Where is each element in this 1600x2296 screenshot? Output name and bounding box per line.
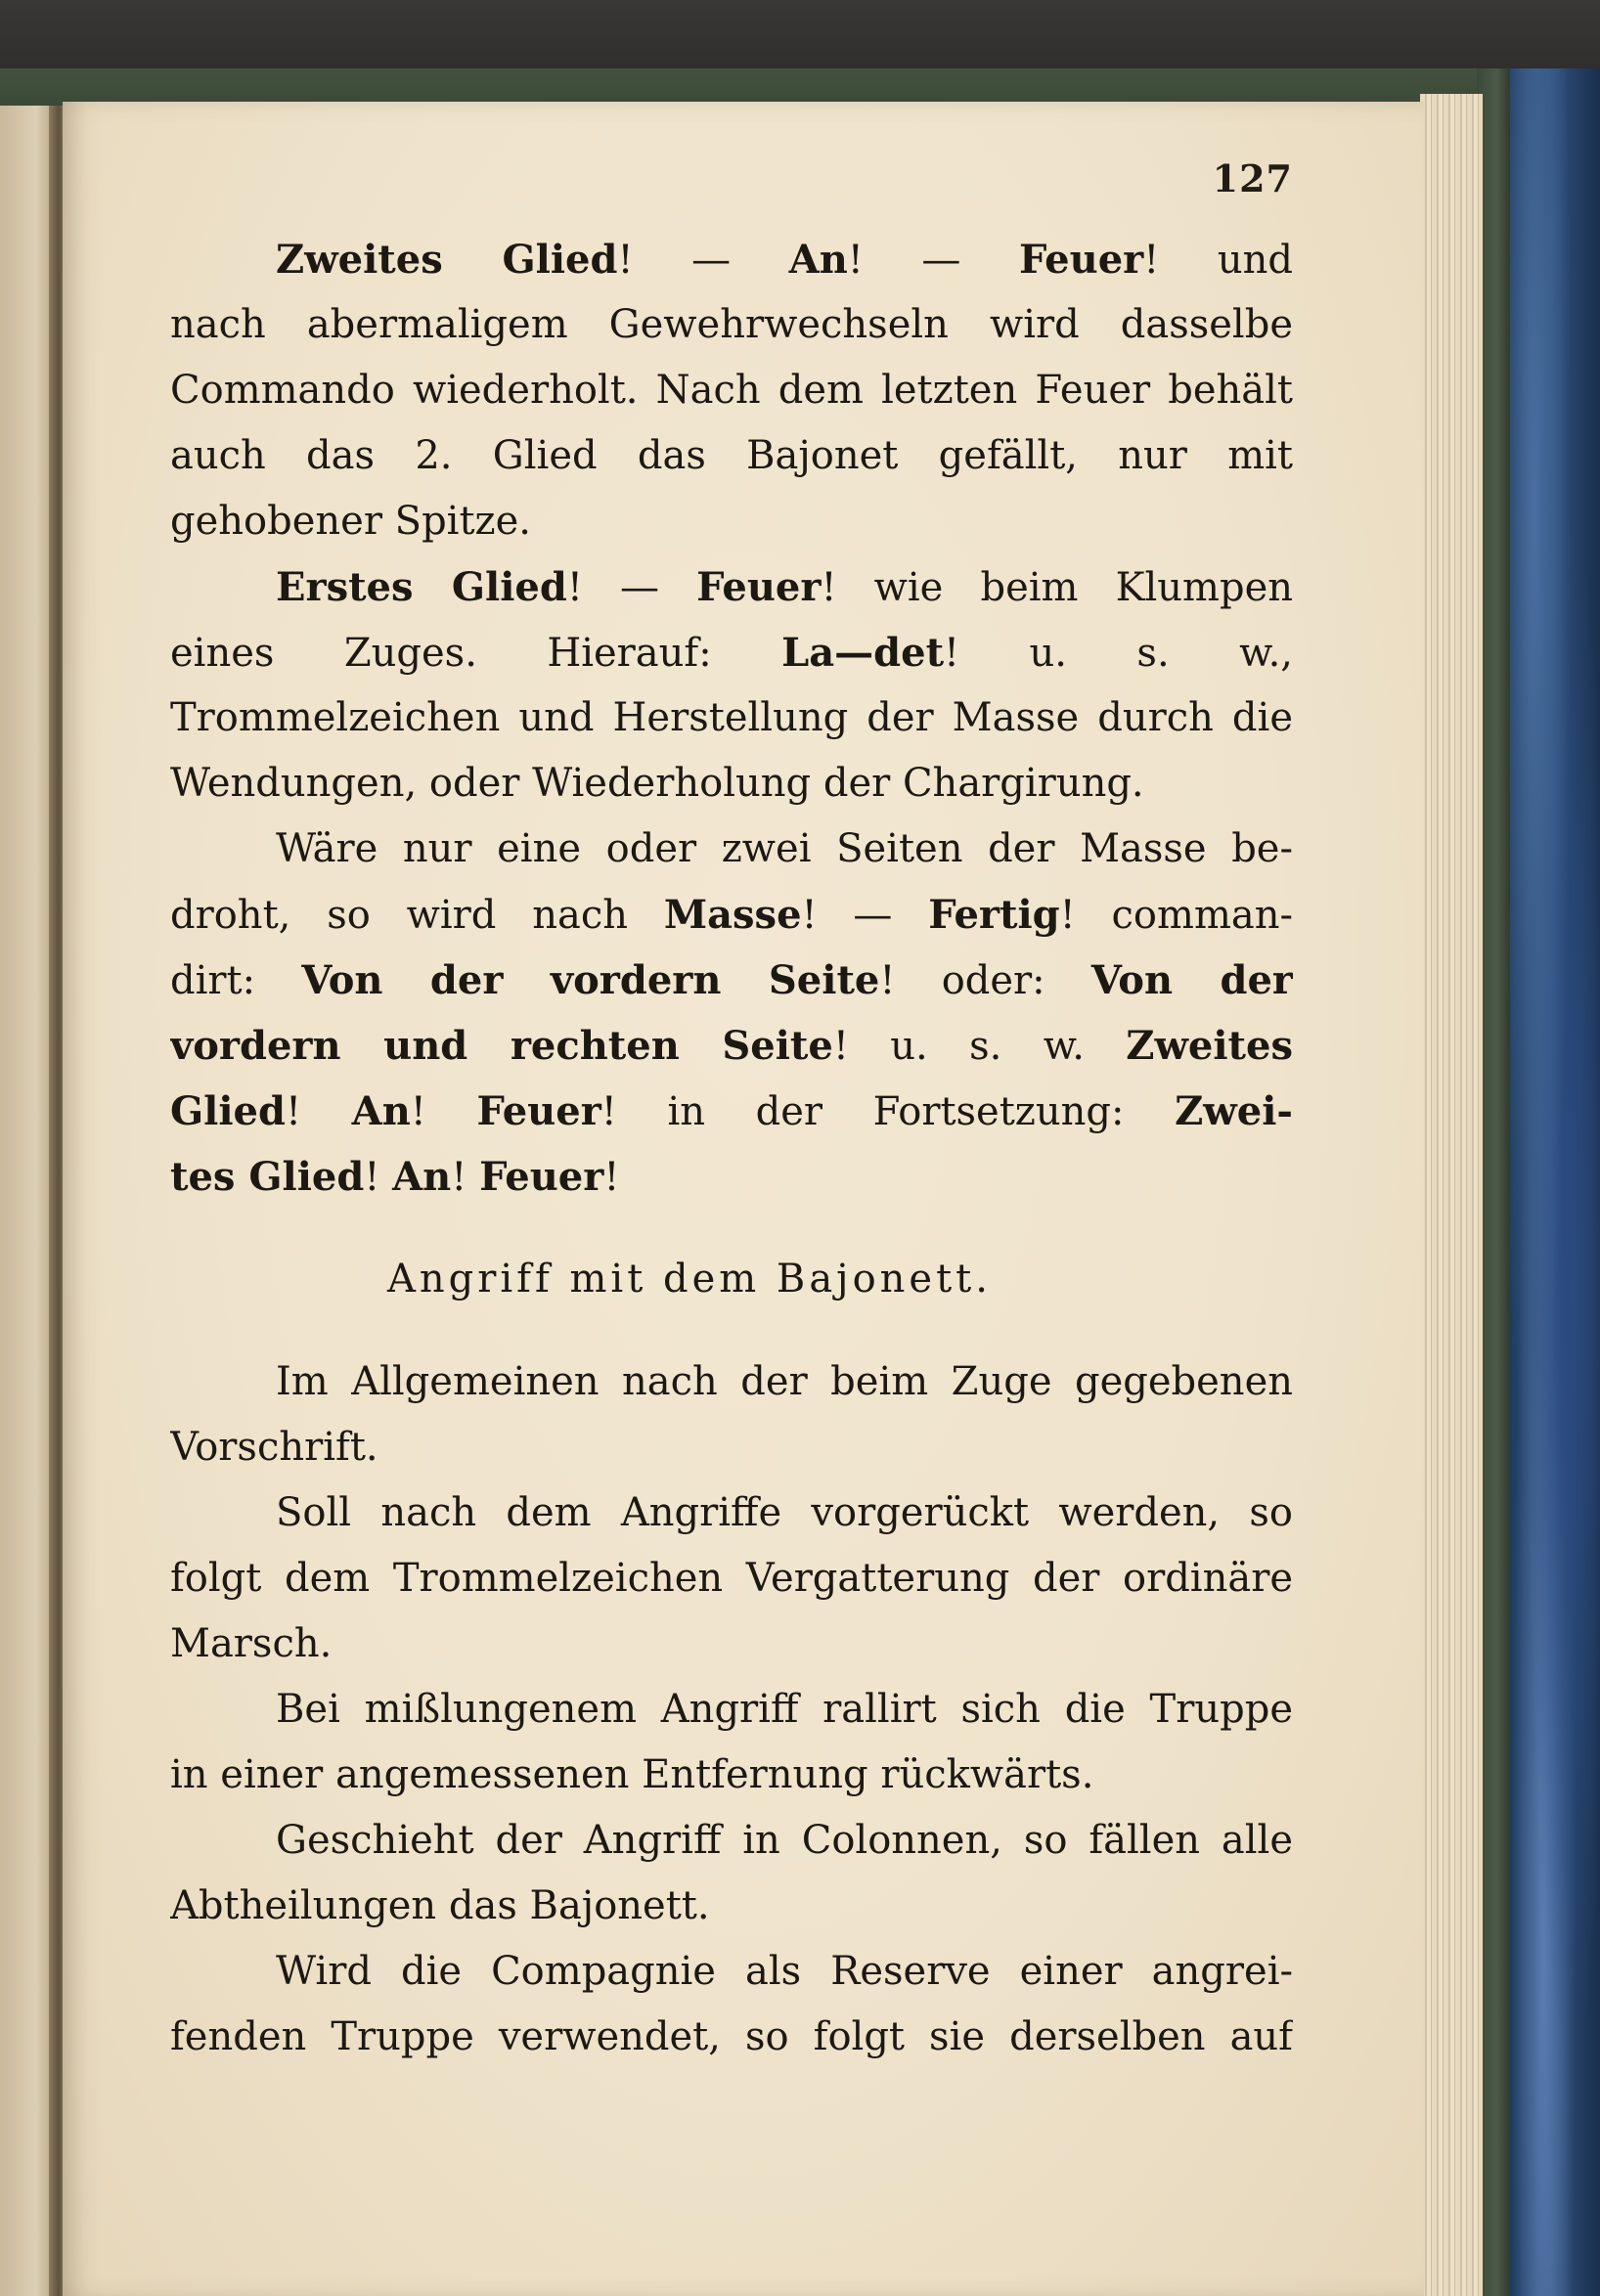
text-line bbox=[170, 1144, 1293, 1210]
command-text: vordern und rechten Seite bbox=[170, 1023, 833, 1069]
text-run: ! bbox=[603, 1155, 620, 1200]
text-line bbox=[170, 1013, 1293, 1079]
text-line: Vorschrift. bbox=[170, 1425, 378, 1470]
text-line: Abtheilungen das Bajonett. bbox=[170, 1883, 710, 1928]
text-run: dirt: bbox=[170, 958, 302, 1003]
text-run: ! — bbox=[847, 238, 1019, 283]
text-line bbox=[170, 882, 1293, 948]
text-run: ! bbox=[364, 1155, 393, 1200]
command-text: Feuer bbox=[476, 1088, 601, 1134]
text-line: Geschieht der Angriff in Colonnen, so fällen alle bbox=[276, 1818, 1293, 1863]
text-line: auch das 2. Glied das Bajonet gefällt, nur mit bbox=[170, 433, 1293, 478]
text-line: Wendungen, oder Wiederholung der Chargirung. bbox=[170, 761, 1144, 806]
text-line: Wäre nur eine oder zwei Seiten der Masse be- bbox=[276, 826, 1293, 871]
text-line: fenden Truppe verwendet, so folgt sie derselben auf bbox=[170, 2014, 1293, 2059]
text-run: ! in der Fortsetzung: bbox=[600, 1089, 1176, 1134]
text-run: ! u. s. w. bbox=[832, 1024, 1127, 1069]
text-line: Soll nach dem Angriffe vorgerückt werden, so bbox=[276, 1490, 1293, 1535]
text-run: ! u. s. w., bbox=[944, 631, 1293, 676]
text-line: Trommelzeichen und Herstellung der Masse durch die bbox=[170, 695, 1293, 740]
command-text: Zwei- bbox=[1175, 1088, 1293, 1134]
command-text: tes Glied bbox=[170, 1154, 365, 1200]
section-heading: Angriff mit dem Bajonett. bbox=[387, 1257, 992, 1302]
command-text: Von der vordern Seite bbox=[301, 957, 880, 1003]
text-run: ! — bbox=[617, 238, 789, 283]
page-stack-edge bbox=[1420, 94, 1483, 2296]
book-cover-marbled bbox=[1506, 68, 1600, 2296]
text-run: droht, so wird nach bbox=[170, 893, 664, 938]
command-text: Zweites bbox=[1126, 1023, 1293, 1069]
text-line: Marsch. bbox=[170, 1621, 333, 1666]
command-text: Feuer bbox=[1018, 237, 1144, 283]
text-run: ! comman- bbox=[1059, 893, 1293, 938]
command-text: Masse bbox=[663, 892, 802, 938]
page-text bbox=[170, 227, 1293, 2070]
command-text: Glied bbox=[170, 1088, 286, 1134]
text-run: ! oder: bbox=[879, 958, 1091, 1003]
text-run: ! — bbox=[566, 565, 697, 610]
text-line: Bei mißlungenem Angriff rallirt sich die Truppe bbox=[276, 1687, 1293, 1732]
command-text: Fertig bbox=[928, 892, 1060, 938]
text-run: ! bbox=[410, 1089, 477, 1134]
text-line bbox=[170, 620, 1293, 685]
command-text: An bbox=[788, 237, 848, 283]
text-run: eines Zuges. Hierauf: bbox=[170, 631, 782, 676]
text-run: ! bbox=[451, 1155, 480, 1200]
text-run: ! — bbox=[801, 893, 929, 938]
text-line bbox=[170, 1079, 1293, 1144]
text-run: ! und bbox=[1143, 238, 1293, 283]
command-text: Feuer bbox=[696, 564, 822, 610]
command-text: Von der bbox=[1090, 957, 1293, 1003]
text-run: ! wie beim Klumpen bbox=[821, 565, 1293, 610]
command-text: Zweites Glied bbox=[276, 237, 618, 283]
command-text: Feuer bbox=[479, 1154, 604, 1200]
page-number: 127 bbox=[1212, 156, 1293, 200]
text-line bbox=[170, 227, 1293, 292]
command-text: La—det bbox=[781, 630, 945, 676]
command-text: An bbox=[392, 1154, 452, 1200]
text-run: ! bbox=[285, 1089, 352, 1134]
text-line: Commando wiederholt. Nach dem letzten Feuer behält bbox=[170, 368, 1293, 413]
text-line: gehobener Spitze. bbox=[170, 499, 532, 544]
text-line: in einer angemessenen Entfernung rückwärts. bbox=[170, 1752, 1094, 1797]
text-line bbox=[170, 554, 1293, 620]
text-line: nach abermaligem Gewehrwechseln wird dasselbe bbox=[170, 302, 1293, 347]
text-line bbox=[170, 948, 1293, 1013]
command-text: An bbox=[351, 1088, 411, 1134]
text-line: Wird die Compagnie als Reserve einer angrei- bbox=[276, 1949, 1293, 1994]
command-text: Erstes Glied bbox=[276, 564, 567, 610]
text-line: Im Allgemeinen nach der beim Zuge gegebenen bbox=[276, 1359, 1293, 1404]
text-line: folgt dem Trommelzeichen Vergatterung der ordinäre bbox=[170, 1556, 1293, 1601]
